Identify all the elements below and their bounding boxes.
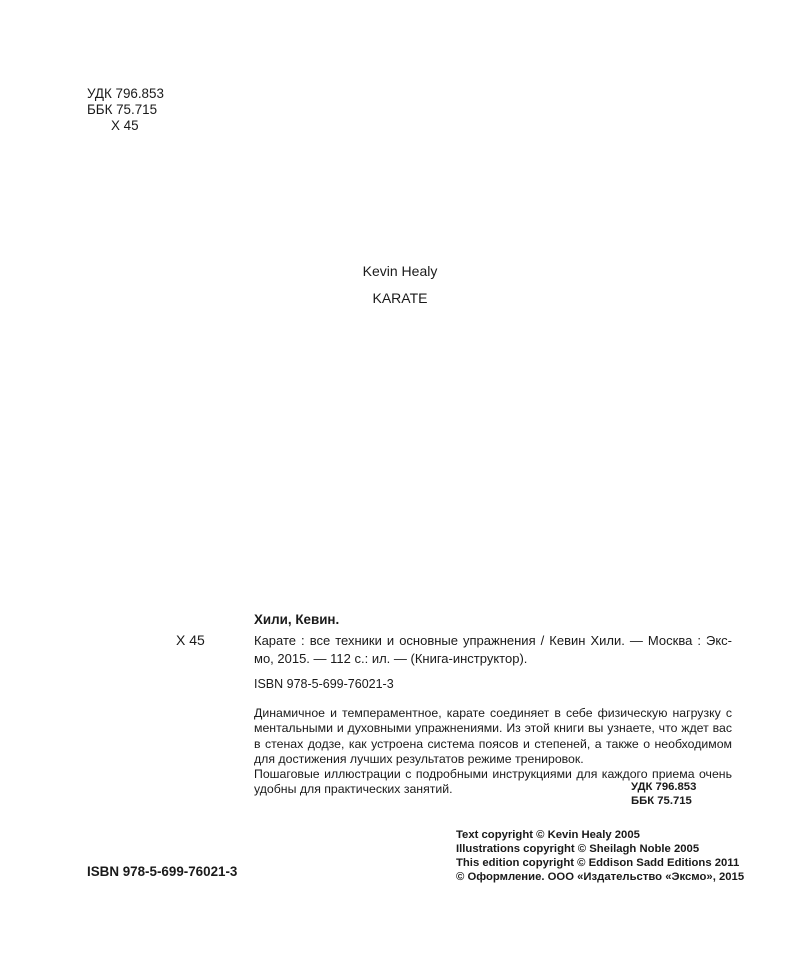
catalog-isbn: ISBN 978-5-699-76021-3 xyxy=(254,677,394,691)
catalog-description-line1: Карате : все техники и основные упражнения / Кевин Хили. — Москва : Экс- xyxy=(254,633,732,648)
udk-code-bottom: УДК 796.853 xyxy=(631,781,697,793)
classification-bottom xyxy=(631,780,729,808)
author-sign: Х 45 xyxy=(111,118,139,133)
udk-code: УДК 796.853 xyxy=(87,86,164,101)
original-author: Kevin Healy xyxy=(362,263,438,279)
isbn-main: ISBN 978-5-699-76021-3 xyxy=(87,864,238,879)
copyright-block xyxy=(456,828,744,884)
bbk-code-bottom: ББК 75.715 xyxy=(631,795,692,807)
original-title-block xyxy=(0,263,800,317)
classification-top xyxy=(87,86,164,134)
catalog-body xyxy=(254,632,732,798)
catalog-description-line2: мо, 2015. — 112 с.: ил. — (Книга-инструктор). xyxy=(254,651,528,666)
bbk-code: ББК 75.715 xyxy=(87,102,158,117)
original-title: KARATE xyxy=(372,290,428,306)
annotation-paragraph-1: Динамичное и темпераментное, карате соединяет в себе физическую нагрузку с ментальными и духовными упражнениями. Из этой книги вы узнаете, что ждет вас в стенах додзе, как устроена система поясов и степеней, а также о необходимом для достижения лучших результатов режиме тренировок. xyxy=(254,706,732,766)
text-copyright: Text copyright © Kevin Healy 2005 xyxy=(456,829,640,841)
annotation-paragraph-2: Пошаговые иллюстрации с подробными инструкциями для каждого приема очень удобны для практических занятий. xyxy=(254,767,732,797)
catalog-heading: Хили, Кевин. xyxy=(254,612,340,627)
catalog-author-sign: Х 45 xyxy=(176,632,205,648)
edition-copyright: This edition copyright © Eddison Sadd Editions 2011 xyxy=(456,857,740,869)
illustrations-copyright: Illustrations copyright © Sheilagh Noble 2005 xyxy=(456,843,700,855)
design-copyright: © Оформление. ООО «Издательство «Эксмо», 2015 xyxy=(456,871,745,883)
